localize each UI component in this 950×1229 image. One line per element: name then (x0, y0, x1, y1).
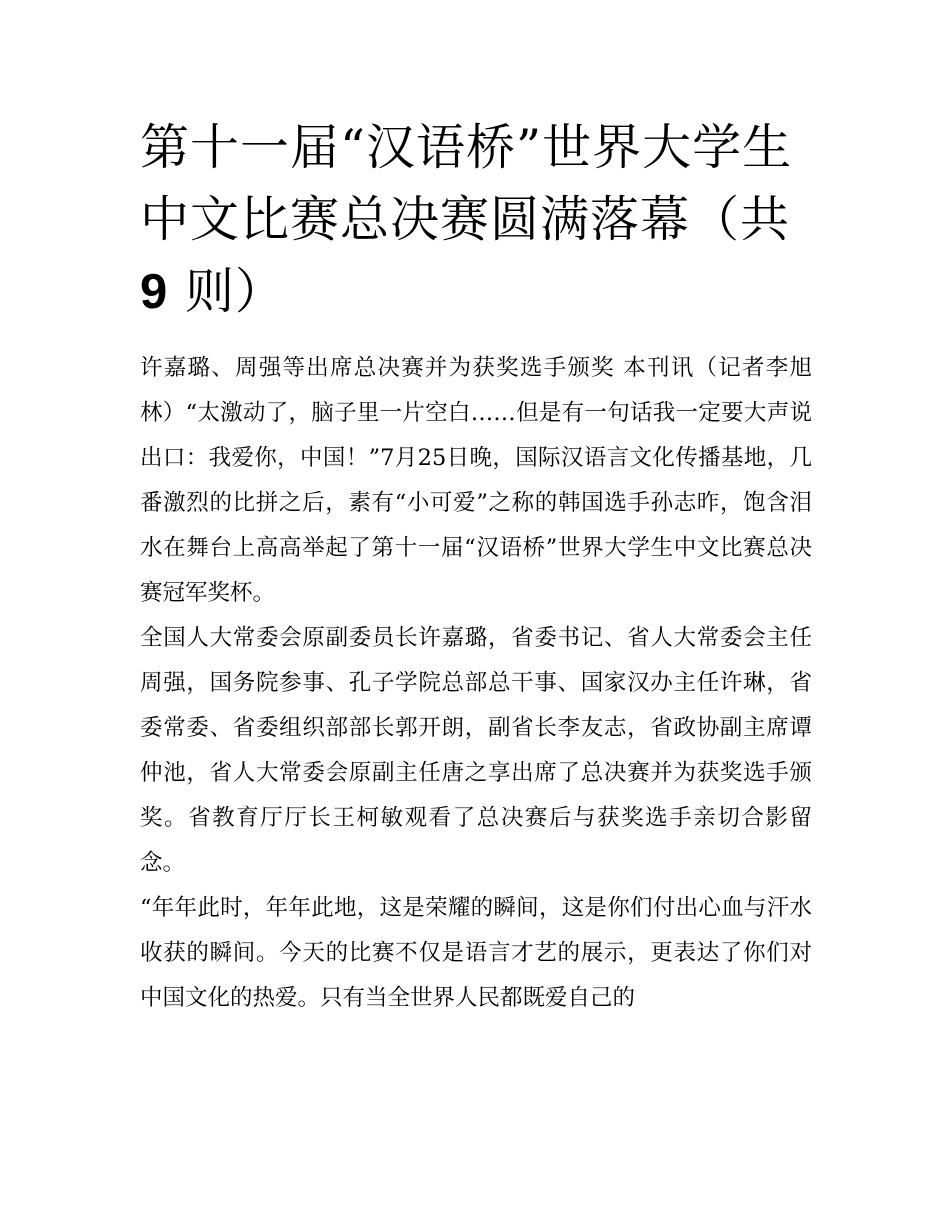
title-suffix: 则） (184, 263, 285, 320)
document-title (140, 112, 812, 328)
paragraph-intro: 许嘉璐、周强等出席总决赛并为获奖选手颁奖 本刊讯（记者李旭林）“太激动了，脑子里一片空白……但是有一句话我一定要大声说出口：我爱你，中国！”7月25日晚，国际汉语言文化传播基地，几番激烈的比拼之后，素有“小可爱”之称的韩国选手孙志昨，饱含泪水在舞台上高高举起了第十一届“汉语桥”世界大学生中文比赛总决赛冠军奖杯。 (140, 355, 812, 606)
document-page (140, 112, 812, 1021)
paragraph-speech: “年年此时，年年此地，这是荣耀的瞬间，这是你们付出心血与汗水收获的瞬间。今天的比赛不仅是语言才艺的展示，更表达了你们对中国文化的热爱。只有当全世界人民都既爱自己的 (140, 895, 812, 1011)
title-text: 第十一届“汉语桥”世界大学生中文比赛总决赛圆满落幕（共 (140, 119, 793, 248)
paragraph-attendees: 全国人大常委会原副委员长许嘉璐，省委书记、省人大常委会主任周强，国务院参事、孔子学院总部总干事、国家汉办主任许琳，省委常委、省委组织部部长郭开朗，副省长李友志，省政协副主席谭仲池，省人大常委会原副主任唐之享出席了总决赛并为获奖选手颁奖。省教育厅厅长王柯敏观看了总决赛后与获奖选手亲切合影留念。 (140, 625, 812, 876)
title-count: 9 (140, 265, 169, 319)
document-body (140, 346, 812, 1021)
